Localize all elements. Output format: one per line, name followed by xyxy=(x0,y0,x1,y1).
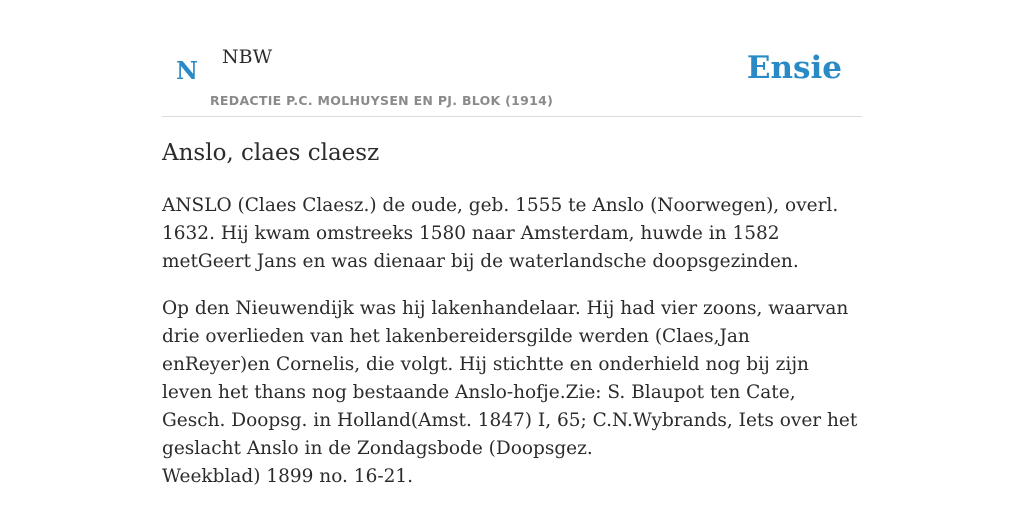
page-header xyxy=(162,0,862,117)
article-paragraph: Weekblad) 1899 no. 16-21. xyxy=(162,466,414,487)
article-title: Anslo, claes claesz xyxy=(162,140,380,166)
article-paragraph: ANSLO (Claes Claesz.) de oude, geb. 1555 te Anslo (Noorwegen), overl. 1632. Hij kwam omstreeks 1580 naar Amsterdam, huwde in 1582 metGeert Jans en was dienaar bij de waterlandsche doopsgezinden. xyxy=(162,195,839,272)
source-title[interactable]: NBW xyxy=(222,46,273,68)
article-paragraph: Op den Nieuwendijk was hij lakenhandelaar. Hij had vier zoons, waarvan drie overlieden van het lakenbereidersgilde werden (Claes,Jan enReyer)en Cornelis, die volgt. Hij stichtte en onderhield nog bij zijn leven het thans nog bestaande Anslo-hofje.Zie: S. Blaupot ten Cate, Gesch. Doopsg. in Holland(Amst. 1847) I, 65; C.N.Wybrands, Iets over het geslacht Anslo in de Zondagsbode (Doopsgez. xyxy=(162,298,858,459)
brand-logo[interactable]: Ensie xyxy=(746,50,842,86)
page xyxy=(162,0,862,512)
source-subtitle: REDACTIE P.C. MOLHUYSEN EN PJ. BLOK (1914) xyxy=(210,93,554,108)
source-logo[interactable]: N xyxy=(176,56,198,85)
